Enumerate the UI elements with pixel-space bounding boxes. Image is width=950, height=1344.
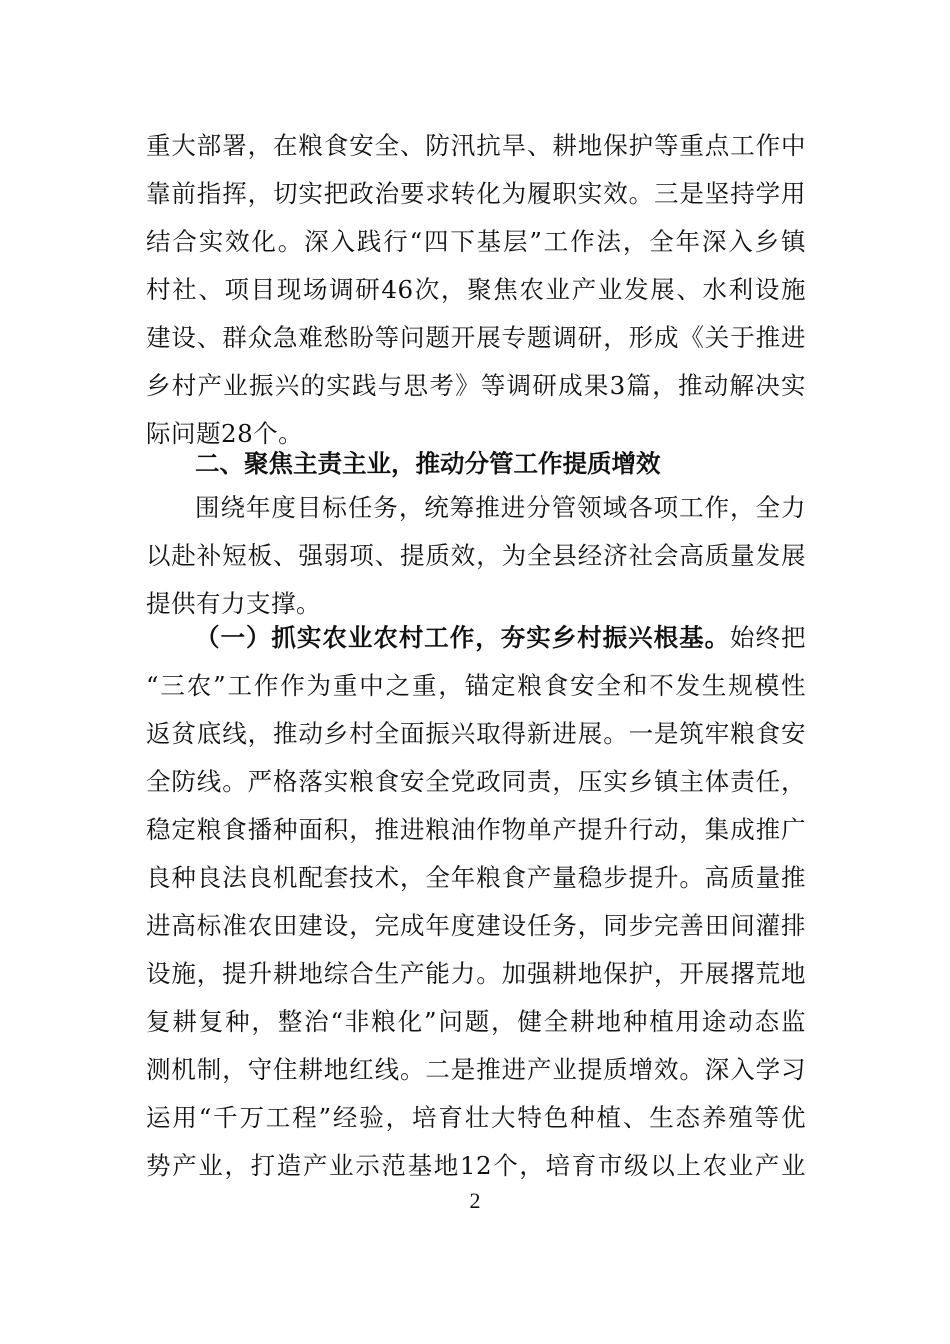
text-line: 测机制，守住耕地红线。二是推进产业提质增效。深入学习 xyxy=(146,1055,806,1084)
section-heading-block xyxy=(146,440,806,488)
text-line: 良种良法良机配套技术，全年粮食产量稳步提升。高质量推 xyxy=(146,863,806,892)
text-line: “三农”工作作为重中之重，锚定粮食安全和不发生规模性 xyxy=(146,671,806,700)
page-number: 2 xyxy=(469,1188,481,1213)
section-heading: 二、聚焦主责主业，推动分管工作提质增效 xyxy=(195,449,661,478)
text-line: 进高标准农田建设，完成年度建设任务，同步完善田间灌排 xyxy=(146,911,806,940)
lead-rest: 始终把 xyxy=(730,623,807,652)
text-line-first xyxy=(146,614,806,662)
text-line: 提供有力支撑。 xyxy=(146,589,321,618)
text-line: 全防线。严格落实粮食安全党政同责，压实乡镇主体责任， xyxy=(146,767,806,796)
text-line: 势产业，打造产业示范基地12个，培育市级以上农业产业 xyxy=(146,1151,806,1180)
text-line: 返贫底线，推动乡村全面振兴取得新进展。一是筑牢粮食安 xyxy=(146,719,806,748)
text-line: 村社、项目现场调研46次，聚焦农业产业发展、水利设施 xyxy=(146,275,806,304)
text-line: 复耕复种，整治“非粮化”问题，健全耕地种植用途动态监 xyxy=(146,1007,806,1036)
text-line: 建设、群众急难愁盼等问题开展专题调研，形成《关于推进 xyxy=(146,323,806,352)
text-line: 际问题28个。 xyxy=(146,419,304,448)
subsection-lead: （一）抓实农业农村工作，夯实乡村振兴根基。 xyxy=(195,623,731,652)
text-line: 设施，提升耕地综合生产能力。加强耕地保护，开展撂荒地 xyxy=(146,959,806,988)
text-line: 运用“千万工程”经验，培育壮大特色种植、生态养殖等优 xyxy=(146,1103,806,1132)
text-line: 稳定粮食播种面积，推进粮油作物单产提升行动，集成推广 xyxy=(146,815,806,844)
text-line: 靠前指挥，切实把政治要求转化为履职实效。三是坚持学用 xyxy=(146,179,806,208)
paragraph-intro xyxy=(146,484,806,628)
text-line: 乡村产业振兴的实践与思考》等调研成果3篇，推动解决实 xyxy=(146,371,806,400)
text-line: 结合实效化。深入践行“四下基层”工作法，全年深入乡镇 xyxy=(146,227,806,256)
text-line: 重大部署，在粮食安全、防汛抗旱、耕地保护等重点工作中 xyxy=(146,131,806,160)
text-line: 围绕年度目标任务，统筹推进分管领域各项工作，全力 xyxy=(195,493,806,522)
paragraph-agriculture xyxy=(146,614,806,1190)
text-line: 以赴补短板、强弱项、提质效，为全县经济社会高质量发展 xyxy=(146,541,806,570)
paragraph-continuation xyxy=(146,122,806,458)
